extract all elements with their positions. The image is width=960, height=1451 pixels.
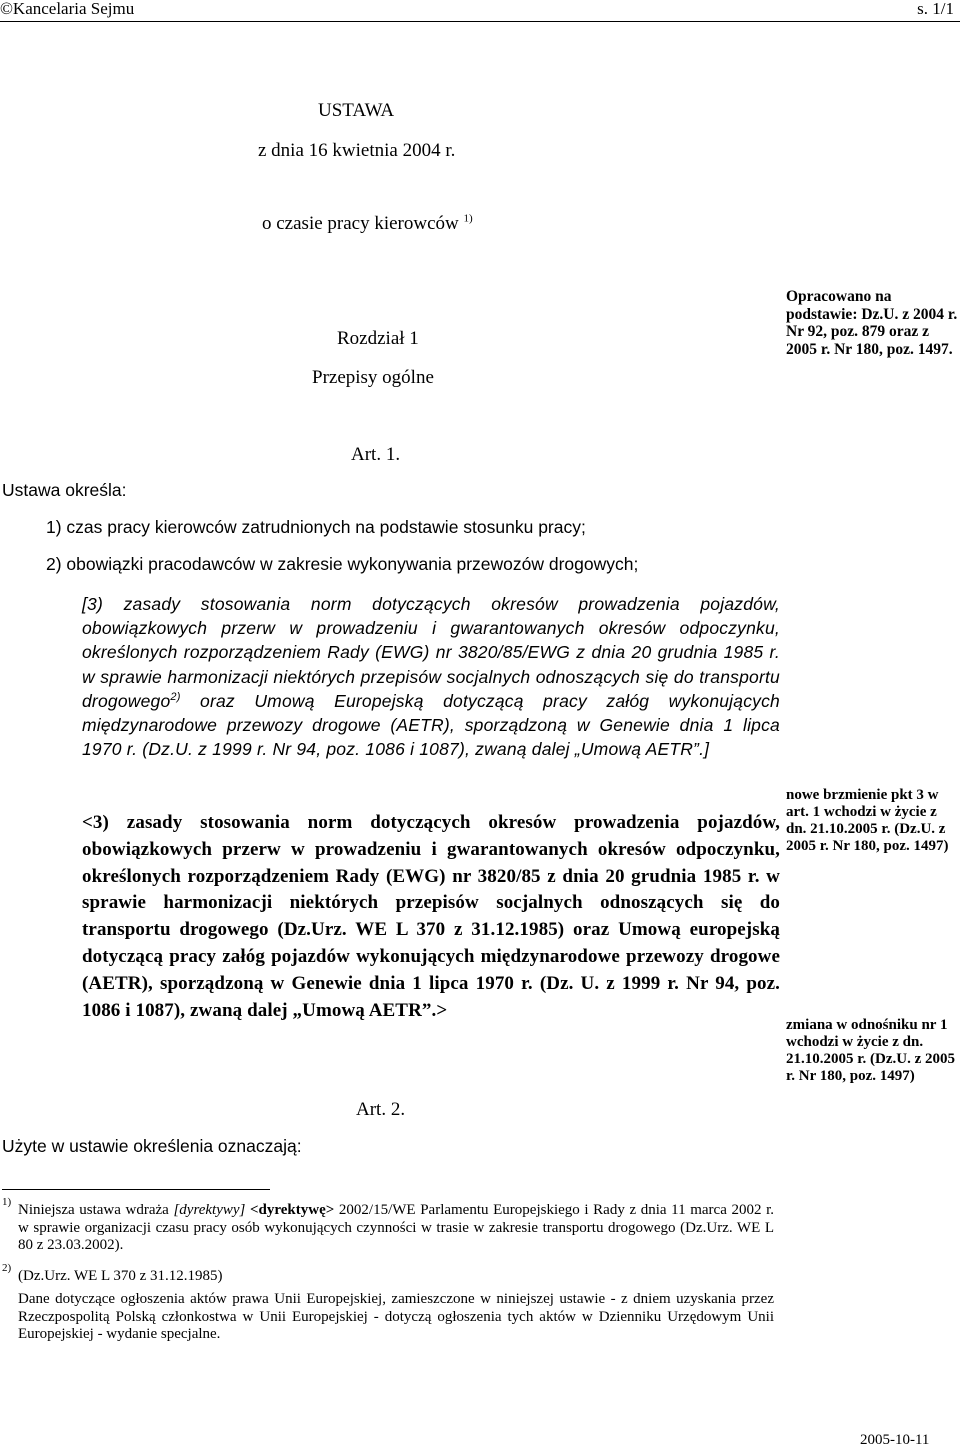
footnote-1-old-text: [dyrektywy] xyxy=(173,1202,246,1218)
item-3-old-text-b: oraz Umową Europejską dotyczącą pracy załóg wykonujących międzynarodowe przewozy drogowe (AETR), sporządzoną w Genewie dnia 1 lipca 1970 r. (Dz.U. z 1999 r. Nr 94, poz. 1086 i 1087), zwaną dalej „Umową AETR”.] xyxy=(82,690,780,760)
act-subject xyxy=(262,213,473,235)
header-divider xyxy=(0,21,960,22)
chapter-name: Przepisy ogólne xyxy=(312,367,434,388)
header-page-number: s. 1/1 xyxy=(917,0,954,18)
footer-date: 2005-10-11 xyxy=(860,1432,930,1448)
act-date: z dnia 16 kwietnia 2004 r. xyxy=(258,140,456,161)
footnote-2-mark xyxy=(2,1262,12,1282)
article-1-intro: Ustawa określa: xyxy=(2,480,127,500)
article-1-item-3-new: <3) zasady stosowania norm dotyczących okresów prowadzenia pojazdów, obowiązkowych przerw w prowadzeniu i gwarantowanych okresów odpoczynku, określonych rozporządzeniem Rady (EWG) nr 3820/85 z dnia 20 grudnia 1985 r. w sprawie harmonizacji niektórych przepisów socjalnych odnoszących się do transportu drogowego (Dz.Urz. WE L 370 z 31.12.1985) oraz Umową europejską dotyczącą pracy załóg pojazdów wykonujących międzynarodowe przewozy drogowe (AETR), sporządzoną w Genewie dnia 1 lipca 1970 r. (Dz. U. z 1999 r. Nr 94, poz. 1086 i 1087), zwaną dalej „Umową AETR”.> xyxy=(82,812,780,1021)
footnote-2-notice: Dane dotyczące ogłoszenia aktów prawa Unii Europejskiej, zamieszczone w niniejszej ustawie - z dniem uzyskania przez Rzeczpospolitą Polską członkostwa w Unii Europejskiej - dotyczą ogłoszenia tych aktów w Dzienniku Urzędowym Unii Europejskiej - wydanie specjalne. xyxy=(18,1291,774,1342)
act-type: USTAWA xyxy=(318,100,395,121)
footnote-1-mark xyxy=(2,1196,12,1216)
item-3-old-text-a: [3) zasady stosowania norm dotyczących okresów prowadzenia pojazdów, obowiązkowych przerw w prowadzeniu i gwarantowanych okresów odpoczynku, określonych rozporządzeniem Rady (EWG) nr 3820/85/EWG z dnia 20 grudnia 1985 r. w sprawie harmonizacji niektórych przepisów socjalnych odnoszących się do transportu drogowego xyxy=(82,594,780,711)
item-3-old-footnote-ref: 2) xyxy=(170,690,181,703)
margin-note-footnote-1: zmiana w odnośniku nr 1 wchodzi w życie z dn. 21.10.2005 r. (Dz.U. z 2005 r. Nr 180, poz. 1497) xyxy=(786,1017,956,1084)
footnote-2-mark-text: 2) xyxy=(2,1262,12,1274)
article-2-intro: Użyte w ustawie określenia oznaczają: xyxy=(2,1136,302,1156)
footnote-1-text-a: Niniejsza ustawa wdraża xyxy=(18,1202,174,1218)
article-1-heading: Art. 1. xyxy=(351,444,401,465)
article-2-heading: Art. 2. xyxy=(356,1099,406,1120)
footnote-2-source: (Dz.Urz. WE L 370 z 31.12.1985) xyxy=(18,1268,223,1284)
footnote-1 xyxy=(18,1202,774,1255)
prepared-note: Opracowano na podstawie: Dz.U. z 2004 r. Nr 92, poz. 879 oraz z 2005 r. Nr 180, poz. 1497. xyxy=(786,288,958,358)
article-1-item-2: 2) obowiązki pracodawców w zakresie wykonywania przewozów drogowych; xyxy=(46,554,639,574)
act-subject-text: o czasie pracy kierowców xyxy=(262,213,459,234)
footnote-divider xyxy=(2,1189,270,1190)
header-source: ©Kancelaria Sejmu xyxy=(0,0,135,18)
footnote-1-text-b: 2002/15/WE Parlamentu Europejskiego i Rady z dnia 11 marca 2002 r. w sprawie organizacji czasu pracy osób wykonujących czynności w trasie w zakresie transportu drogowego (Dz.Urz. WE L 80 z 23.03.2002). xyxy=(18,1202,774,1253)
footnote-1-mark-text: 1) xyxy=(2,1196,12,1208)
chapter-label: Rozdział 1 xyxy=(337,328,419,349)
article-1-item-3-old xyxy=(82,592,780,761)
article-1-item-1: 1) czas pracy kierowców zatrudnionych na podstawie stosunku pracy; xyxy=(46,517,586,537)
act-subject-footnote-ref: 1) xyxy=(463,212,473,225)
margin-note-item-3: nowe brzmienie pkt 3 w art. 1 wchodzi w życie z dn. 21.10.2005 r. (Dz.U. z 2005 r. Nr 180, poz. 1497) xyxy=(786,787,949,854)
footnote-1-new-text: <dyrektywę> xyxy=(250,1202,335,1218)
